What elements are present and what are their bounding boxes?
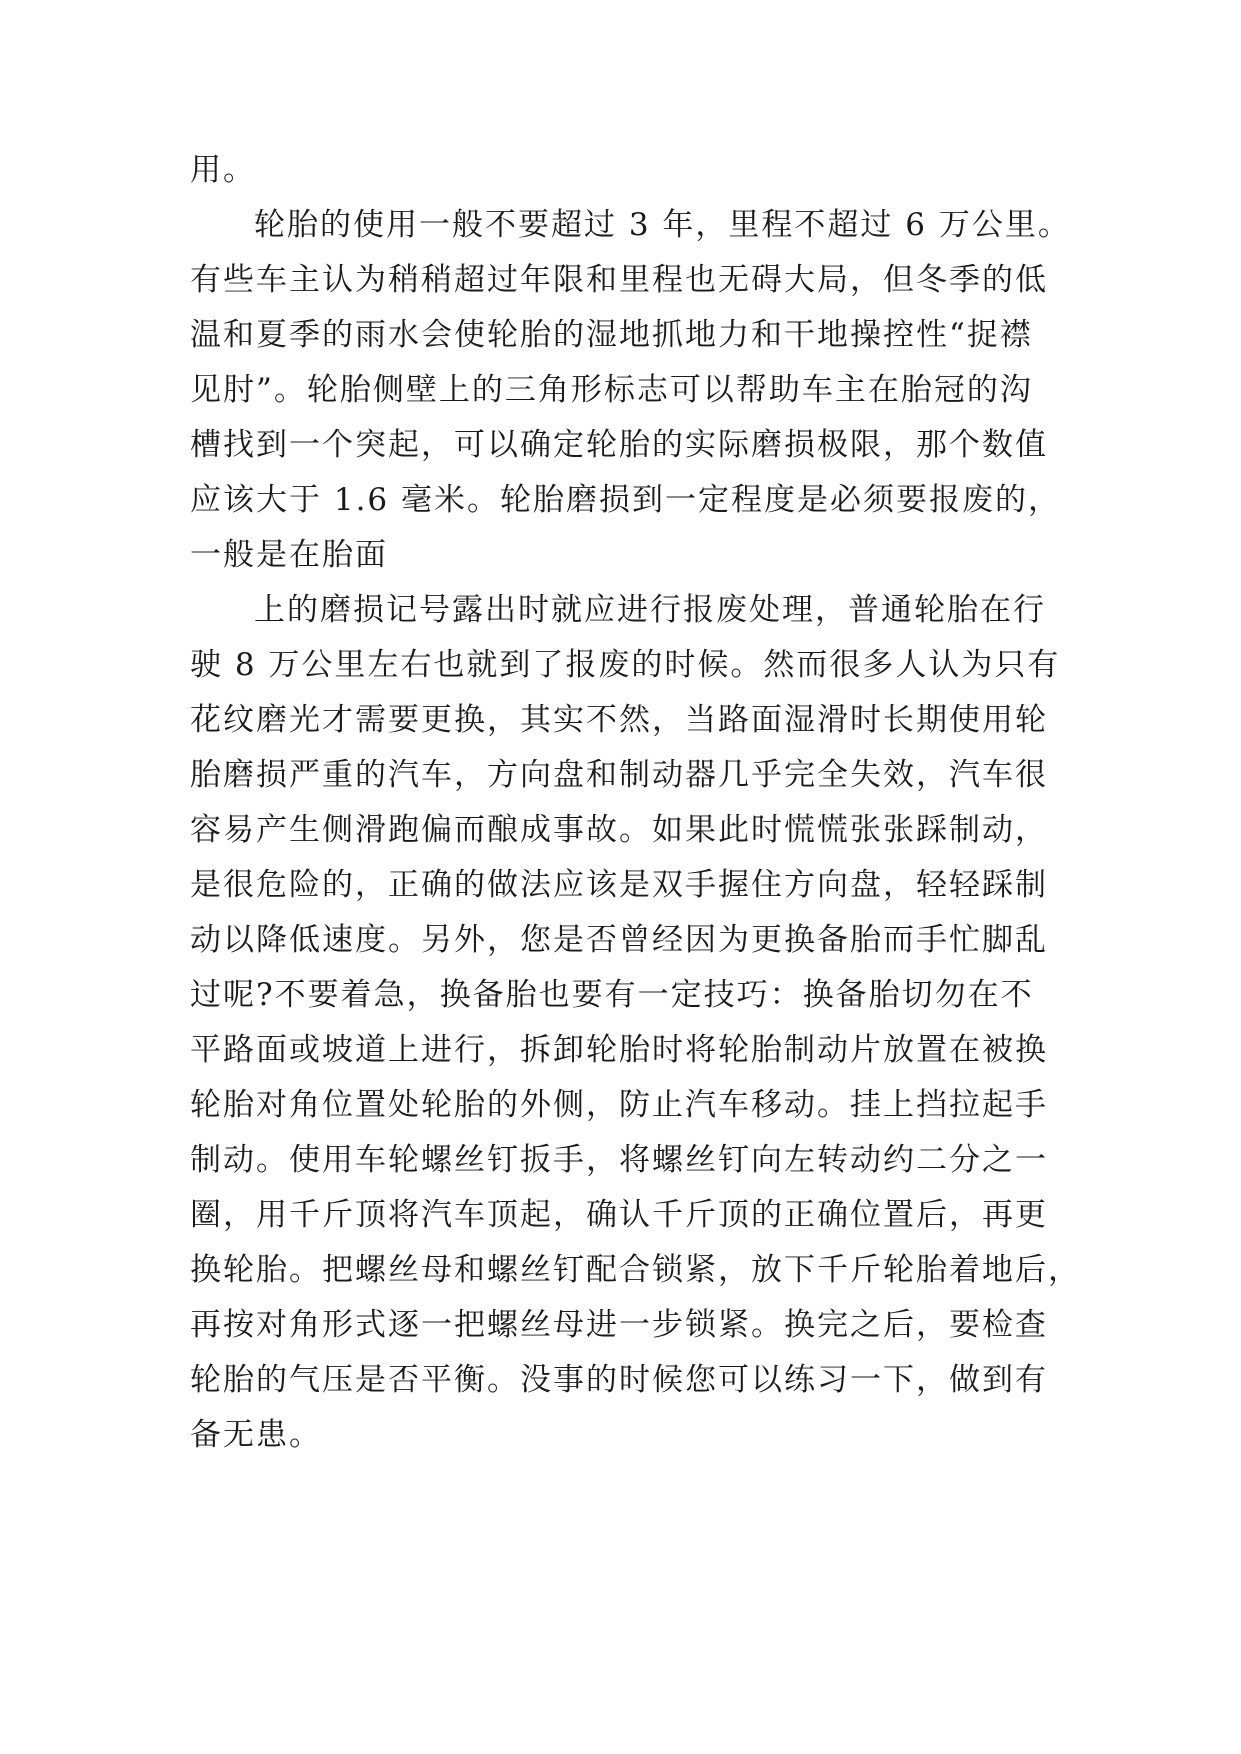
paragraph-line: 上的磨损记号露出时就应进行报废处理，普通轮胎在行 xyxy=(254,592,1046,628)
text-line: 换轮胎。把螺丝母和螺丝钉配合锁紧，放下千斤轮胎着地后， xyxy=(190,1252,1081,1288)
text-line: 是很危险的，正确的做法应该是双手握住方向盘，轻轻踩制 xyxy=(190,867,1048,903)
text-line: 圈，用千斤顶将汽车顶起，确认千斤顶的正确位置后，再更 xyxy=(190,1197,1048,1233)
text-line: 制动。使用车轮螺丝钉扳手，将螺丝钉向左转动约二分之一 xyxy=(190,1142,1048,1178)
text-line: 见肘”。轮胎侧壁上的三角形标志可以帮助车主在胎冠的沟 xyxy=(190,372,1033,408)
text-line: 有些车主认为稍稍超过年限和里程也无碍大局，但冬季的低 xyxy=(190,262,1048,298)
text-line: 轮胎对角位置处轮胎的外侧，防止汽车移动。挂上挡拉起手 xyxy=(190,1087,1048,1123)
paragraph-line: 轮胎的使用一般不要超过 3 年，里程不超过 6 万公里。 xyxy=(254,207,1071,243)
text-line: 平路面或坡道上进行，拆卸轮胎时将轮胎制动片放置在被换 xyxy=(190,1032,1048,1068)
text-line: 应该大于 1.6 毫米。轮胎磨损到一定程度是必须要报废的， xyxy=(190,482,1062,518)
text-line: 驶 8 万公里左右也就到了报废的时候。然而很多人认为只有 xyxy=(190,647,1061,683)
text-line: 动以降低速度。另外，您是否曾经因为更换备胎而手忙脚乱 xyxy=(190,922,1048,958)
text-line: 槽找到一个突起，可以确定轮胎的实际磨损极限，那个数值 xyxy=(190,427,1048,463)
text-line: 用。 xyxy=(190,152,256,188)
text-line: 过呢?不要着急，换备胎也要有一定技巧：换备胎切勿在不 xyxy=(190,977,1034,1013)
text-line: 花纹磨光才需要更换，其实不然，当路面湿滑时长期使用轮 xyxy=(190,702,1048,738)
text-line: 温和夏季的雨水会使轮胎的湿地抓地力和干地操控性“捉襟 xyxy=(190,317,1033,353)
text-line: 备无患。 xyxy=(190,1417,322,1453)
text-line: 容易产生侧滑跑偏而酿成事故。如果此时慌慌张张踩制动， xyxy=(190,812,1048,848)
text-line: 胎磨损严重的汽车，方向盘和制动器几乎完全失效，汽车很 xyxy=(190,757,1048,793)
text-line: 一般是在胎面 xyxy=(190,537,388,573)
text-line: 再按对角形式逐一把螺丝母进一步锁紧。换完之后，要检查 xyxy=(190,1307,1048,1343)
text-line: 轮胎的气压是否平衡。没事的时候您可以练习一下，做到有 xyxy=(190,1362,1048,1398)
